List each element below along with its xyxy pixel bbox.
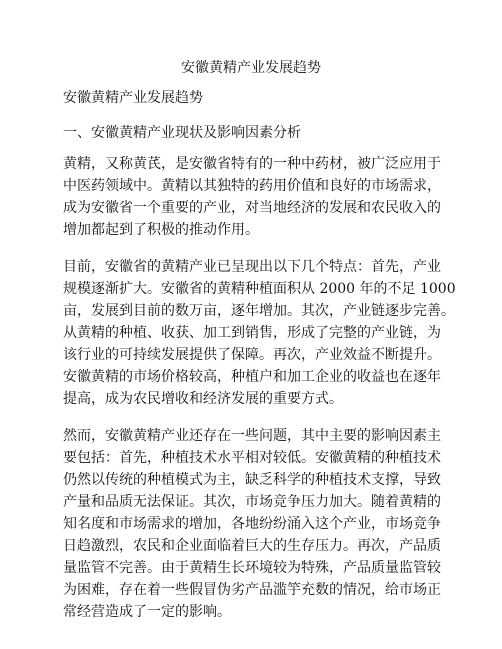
- paragraph-line: 规模逐渐扩大。安徽省的黄精种植面积从 2000 年的不足 1000: [63, 281, 456, 297]
- paragraph-line: 从黄精的种植、收获、加工到销售，形成了完整的产业链，为: [63, 325, 441, 341]
- document-subtitle: 安徽黄精产业发展趋势: [63, 90, 203, 106]
- paragraph-line: 日趋激烈，农民和企业面临着巨大的生存压力。再次，产品质: [63, 538, 441, 554]
- paragraph-line: 量监管不完善。由于黄精生长环境较为特殊，产品质量监管较: [63, 560, 441, 576]
- paragraph-line: 亩，发展到目前的数万亩，逐年增加。其次，产业链逐步完善。: [63, 303, 455, 319]
- paragraph-line: 增加都起到了积极的推动作用。: [63, 222, 259, 238]
- paragraph-line: 该行业的可持续发展提供了保障。再次，产业效益不断提升。: [63, 347, 441, 363]
- paragraph-line: 安徽黄精的市场价格较高，种植户和加工企业的收益也在逐年: [63, 369, 441, 385]
- paragraph-line: 要包括：首先，种植技术水平相对较低。安徽黄精的种植技术: [63, 450, 441, 466]
- section-heading: 一、安徽黄精产业现状及影响因素分析: [63, 125, 301, 141]
- paragraph-line: 知名度和市场需求的增加，各地纷纷涌入这个产业，市场竞争: [63, 516, 441, 532]
- paragraph-line: 为困难，存在着一些假冒伪劣产品滥竽充数的情况，给市场正: [63, 582, 441, 598]
- paragraph-line: 仍然以传统的种植模式为主，缺乏科学的种植技术支撑，导致: [63, 472, 441, 488]
- paragraph-line: 目前，安徽省的黄精产业已呈现出以下几个特点：首先，产业: [63, 259, 441, 275]
- paragraph-line: 常经营造成了一定的影响。: [63, 604, 231, 620]
- paragraph-line: 中医药领域中。黄精以其独特的药用价值和良好的市场需求，: [63, 178, 441, 194]
- document-title: 安徽黄精产业发展趋势: [181, 60, 321, 76]
- paragraph-line: 然而，安徽黄精产业还存在一些问题，其中主要的影响因素主: [63, 428, 441, 444]
- paragraph-line: 产量和品质无法保证。其次，市场竞争压力加大。随着黄精的: [63, 494, 441, 510]
- paragraph-line: 成为安徽省一个重要的产业，对当地经济的发展和农民收入的: [63, 200, 441, 216]
- paragraph-line: 提高，成为农民增收和经济发展的重要方式。: [63, 391, 343, 407]
- paragraph-line: 黄精，又称黄芪，是安徽省特有的一种中药材，被广泛应用于: [63, 156, 441, 172]
